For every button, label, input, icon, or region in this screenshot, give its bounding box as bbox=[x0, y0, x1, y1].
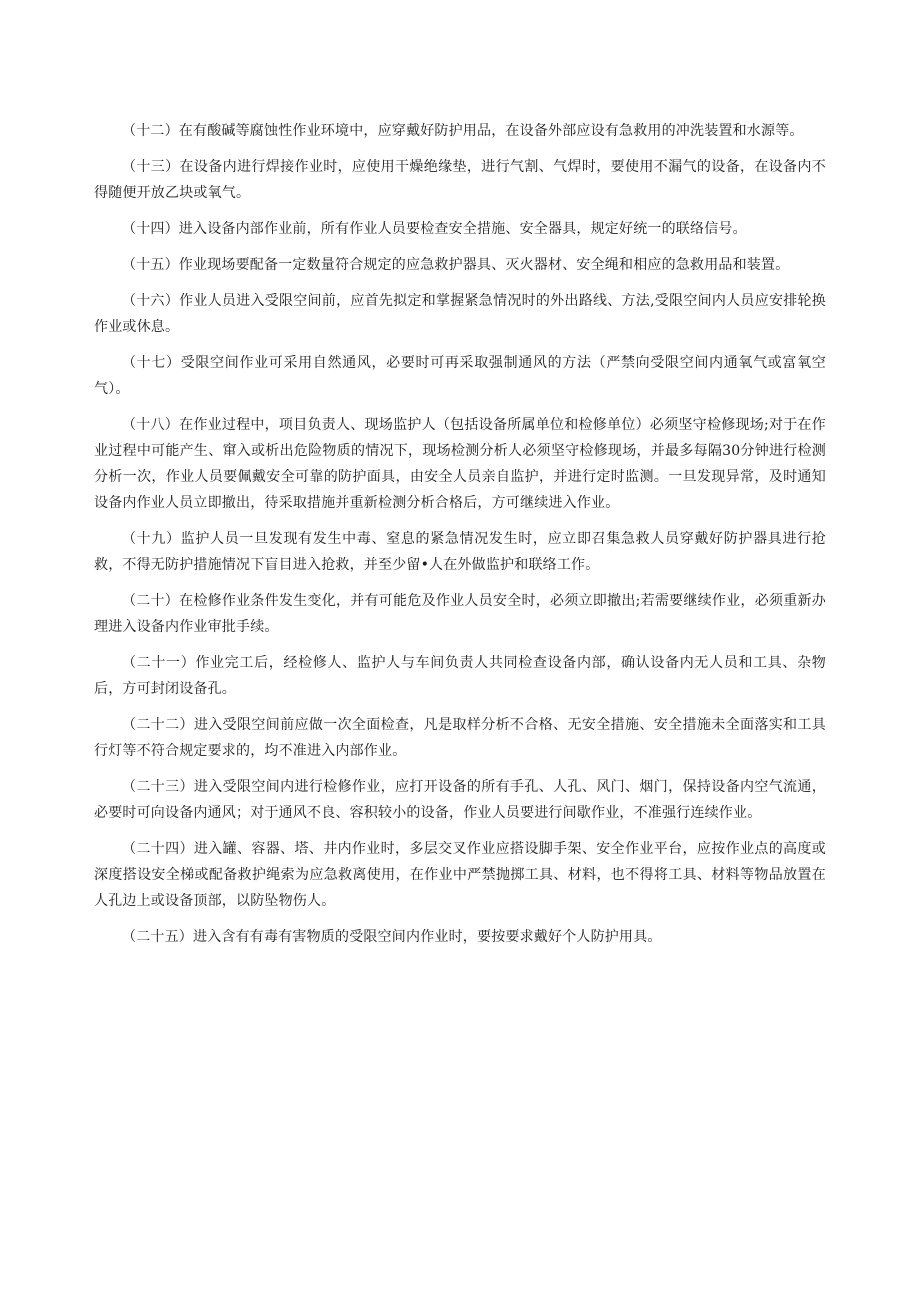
paragraph-16: （十六）作业人员进入受限空间前，应首先拟定和掌握紧急情况时的外出路线、方法,受限空间内人员应安排轮换作业或休息。 bbox=[94, 293, 826, 335]
paragraph-22: （二十二）进入受限空间前应做一次全面检查，凡是取样分析不合格、无安全措施、安全措施未全面落实和工具行灯等不符合规定要求的，均不准进入内部作业。 bbox=[94, 717, 826, 759]
paragraph-12: （十二）在有酸碱等腐蚀性作业环境中，应穿戴好防护用品，在设备外部应设有急救用的冲洗装置和水源等。 bbox=[122, 123, 804, 139]
paragraph-25: （二十五）进入含有有毒有害物质的受限空间内作业时，要按要求戴好个人防护用具。 bbox=[122, 929, 662, 945]
paragraph-23: （二十三）进入受限空间内进行检修作业，应打开设备的所有手孔、人孔、风门、烟门，保持设备内空气流通，必要时可向设备内通风；对于通风不良、容积较小的设备，作业人员要进行间歇作业，不准强行连续作业。 bbox=[94, 779, 826, 821]
paragraph-24: （二十四）进入罐、容器、塔、井内作业时，多层交叉作业应搭设脚手架、安全作业平台，应按作业点的高度或深度搭设安全梯或配备救护绳索为应急救离使用，在作业中严禁抛掷工具、材料，也不得将工具、材料等物品放置在人孔边上或设备顶部，以防坠物伤人。 bbox=[94, 841, 826, 909]
document-body bbox=[94, 118, 826, 960]
paragraph-20: （二十）在检修作业条件发生变化，并有可能危及作业人员安全时，必须立即撤出;若需要继续作业，必须重新办理进入设备内作业审批手续。 bbox=[94, 593, 826, 635]
paragraph-21: （二十一）作业完工后，经检修人、监护人与车间负责人共同检查设备内部，确认设备内无人员和工具、杂物后，方可封闭设备孔。 bbox=[94, 655, 826, 697]
paragraph-19: （十九）监护人员一旦发现有发生中毒、窒息的紧急情况发生时，应立即召集急救人员穿戴好防护器具进行抢救，不得无防护措施情况下盲目进入抢救，并至少留•人在外做监护和联络工作。 bbox=[94, 531, 826, 573]
paragraph-15: （十五）作业现场要配备一定数量符合规定的应急救护器具、灭火器材、安全绳和相应的急救用品和装置。 bbox=[122, 257, 790, 273]
paragraph-18: （十八）在作业过程中，项目负责人、现场监护人（包括设备所属单位和检修单位）必须坚守检修现场;对于在作业过程中可能产生、窜入或析出危险物质的情况下，现场检测分析人必须坚守检修现场，并最多每隔30分钟进行检测分析一次，作业人员要佩戴安全可靠的防护面具，由安全人员亲自监护，并进行定时监测。一旦发现异常，及时通知设备内作业人员立即撤出，待采取措施并重新检测分析合格后，方可继续进入作业。 bbox=[94, 417, 826, 511]
paragraph-13: （十三）在设备内进行焊接作业时，应使用干燥绝缘垫，进行气割、气焊时，要使用不漏气的设备，在设备内不得随便开放乙块或氧气。 bbox=[94, 159, 826, 201]
paragraph-17: （十七）受限空间作业可采用自然通风，必要时可再采取强制通风的方法（严禁向受限空间内通氧气或富氧空气）。 bbox=[94, 355, 826, 397]
paragraph-14: （十四）进入设备内部作业前，所有作业人员要检查安全措施、安全器具，规定好统一的联络信号。 bbox=[122, 221, 747, 237]
